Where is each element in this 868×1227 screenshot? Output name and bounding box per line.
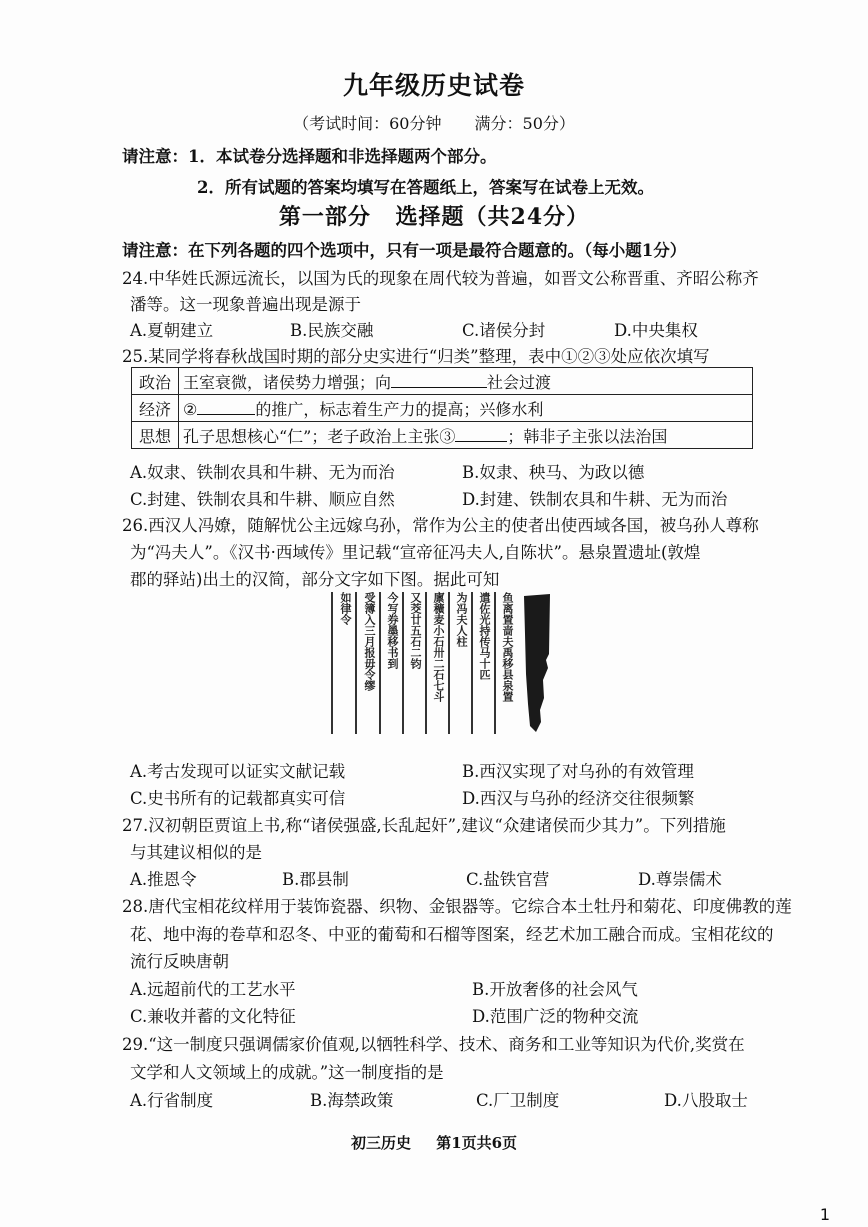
table-row [132,422,753,449]
q28-option-c: C.兼收并蓄的文化特征 [130,1007,296,1026]
dark-slip-fragment [522,594,552,734]
cell-text: ② [183,399,198,419]
full-score: 满分：50分） [474,114,575,133]
slip-text-2: 鱼离置啬夫禹移县泉置 [501,592,514,702]
q28-line-1: 28.唐代宝相花纹样用于装饰瓷器、织物、金银器等。它综合本土牡丹和菊花、印度佛教的莲 [122,897,792,916]
bamboo-slips-image [328,592,553,740]
q29-option-d: D.八股取士 [664,1091,748,1110]
section-name: 选择题（共24分） [395,204,590,230]
blank-2 [197,398,255,415]
q27-option-b: B.郡县制 [282,870,349,889]
q25-option-b: B.奴隶、秧马、为政以德 [462,463,645,482]
q28-option-d: D.范围广泛的物种交流 [472,1007,639,1026]
slip-divider [355,592,357,734]
q26-option-d: D.西汉与乌孙的经济交往很频繁 [462,789,695,808]
q25-option-a: A.奴隶、铁制农具和牛耕、无为而治 [130,463,395,482]
slip-divider [471,592,473,734]
q25-option-c: C.封建、铁制农具和牛耕、顺应自然 [130,490,395,509]
q24-option-d: D.中央集权 [614,321,698,340]
q26-option-c: C.史书所有的记载都真实可信 [130,789,346,808]
q28-line-3: 流行反映唐朝 [130,952,229,971]
q26-line-1: 26.西汉人冯嫽，随解忧公主远嫁乌孙，常作为公主的使者出使西域各国，被乌孙人尊称 [122,516,759,535]
cell-text: 王室衰微，诸侯势力增强；向 [183,372,392,392]
slip-divider [379,592,381,734]
blank-1 [391,371,487,388]
slip-divider [425,592,427,734]
q24-line-2: 潘等。这一现象普遍出现是源于 [130,295,361,314]
slip-text-7: 今写券墨移书到 [386,592,399,669]
q29-line-2: 文学和人文领域上的成就。”这一制度指的是 [130,1063,444,1082]
q24-option-a: A.夏朝建立 [130,321,214,340]
q26-option-b: B.西汉实现了对乌孙的有效管理 [462,762,694,781]
slip-text-9: 如律令 [339,592,352,625]
slip-text-5: 廪穬麦小石卅二石七斗 [432,592,445,702]
q28-option-a: A.远超前代的工艺水平 [130,980,296,999]
cell-text: 社会过渡 [487,372,552,392]
q29-option-b: B.海禁政策 [310,1091,394,1110]
page-number: 1 [819,1205,830,1224]
table-row [132,395,753,422]
q24-line-1: 24.中华姓氏源远流长，以国为氏的现象在周代较为普遍，如晋文公称晋重、齐昭公称齐 [122,269,759,288]
slip-text-6: 又茭廿五石二钧 [409,592,422,669]
q29-option-c: C.厂卫制度 [476,1091,560,1110]
cell-text: ；韩非子主张以法治国 [507,426,668,446]
table-cell-thought [179,422,753,449]
slip-text-8: 受簿入三月报毋令缪 [363,592,376,691]
q27-line-1: 27.汉初朝臣贾谊上书,称“诸侯强盛,长乱起奸”,建议“众建诸侯而少其力”。下列措施 [122,816,726,835]
q25-line-1: 25.某同学将春秋战国时期的部分史实进行“归类”整理，表中①②③处应依次填写 [122,347,710,366]
slip-divider [494,592,496,734]
exam-subtitle [0,111,868,134]
q25-option-d: D.封建、铁制农具和牛耕、无为而治 [462,490,728,509]
q27-option-a: A.推恩令 [130,870,197,889]
exam-title: 九年级历史试卷 [342,71,525,100]
slip-text-3: 遣佐光持传马十匹 [478,592,491,680]
q28-option-b: B.开放奢侈的社会风气 [472,980,638,999]
q26-option-a: A.考古发现可以证实文献记载 [130,762,346,781]
exam-time: （考试时间：60分钟 [293,114,442,133]
q29-option-a: A.行省制度 [130,1091,214,1110]
blank-3 [455,425,507,442]
slip-divider [448,592,450,734]
table-head-thought: 思想 [132,422,179,449]
table-head-economy: 经济 [132,395,179,422]
table-cell-economy [179,395,753,422]
q27-line-2: 与其建议相似的是 [130,843,262,862]
q28-line-2: 花、地中海的卷草和忍冬、中亚的葡萄和石榴等图案，经艺术加工融合而成。宝相花纹的 [130,925,774,944]
table-head-politics: 政治 [132,368,179,395]
q27-option-c: C.盐铁官营 [466,870,550,889]
slip-text-4: 为冯夫人柱 [455,592,468,647]
q26-line-2: 为“冯夫人”。《汉书·西域传》里记载“宣帝征冯夫人,自陈状”。悬泉置遗址(敦煌 [130,543,701,562]
table-row [132,368,753,395]
cell-text: 孔子思想核心“仁”；老子政治上主张③ [183,426,456,446]
section-part: 第一部分 [278,204,371,230]
slip-divider [331,592,333,734]
table-cell-politics [179,368,753,395]
section-title [0,200,868,231]
notice-line-1: 请注意：1．本试卷分选择题和非选择题两个部分。 [122,147,497,166]
footer-subject: 初三历史 [350,1134,411,1152]
slip-divider [402,592,404,734]
q24-option-c: C.诸侯分封 [462,321,546,340]
q25-table [131,367,753,449]
cell-text: 的推广，标志着生产力的提高；兴修水利 [255,399,544,419]
notice-line-2: 2．所有试题的答案均填写在答题纸上，答案写在试卷上无效。 [197,178,654,197]
q26-line-3: 郡的驿站)出土的汉简，部分文字如下图。据此可知 [130,570,500,589]
section-instruction: 请注意：在下列各题的四个选项中，只有一项是最符合题意的。（每小题1分） [122,241,687,260]
q27-option-d: D.尊崇儒术 [638,870,722,889]
q24-option-b: B.民族交融 [290,321,374,340]
page-footer [0,1132,868,1153]
q29-line-1: 29.“这一制度只强调儒家价值观,以牺牲科学、技术、商务和工业等知识为代价,奖赏在 [122,1035,745,1054]
footer-page: 第1页共6页 [436,1134,518,1152]
